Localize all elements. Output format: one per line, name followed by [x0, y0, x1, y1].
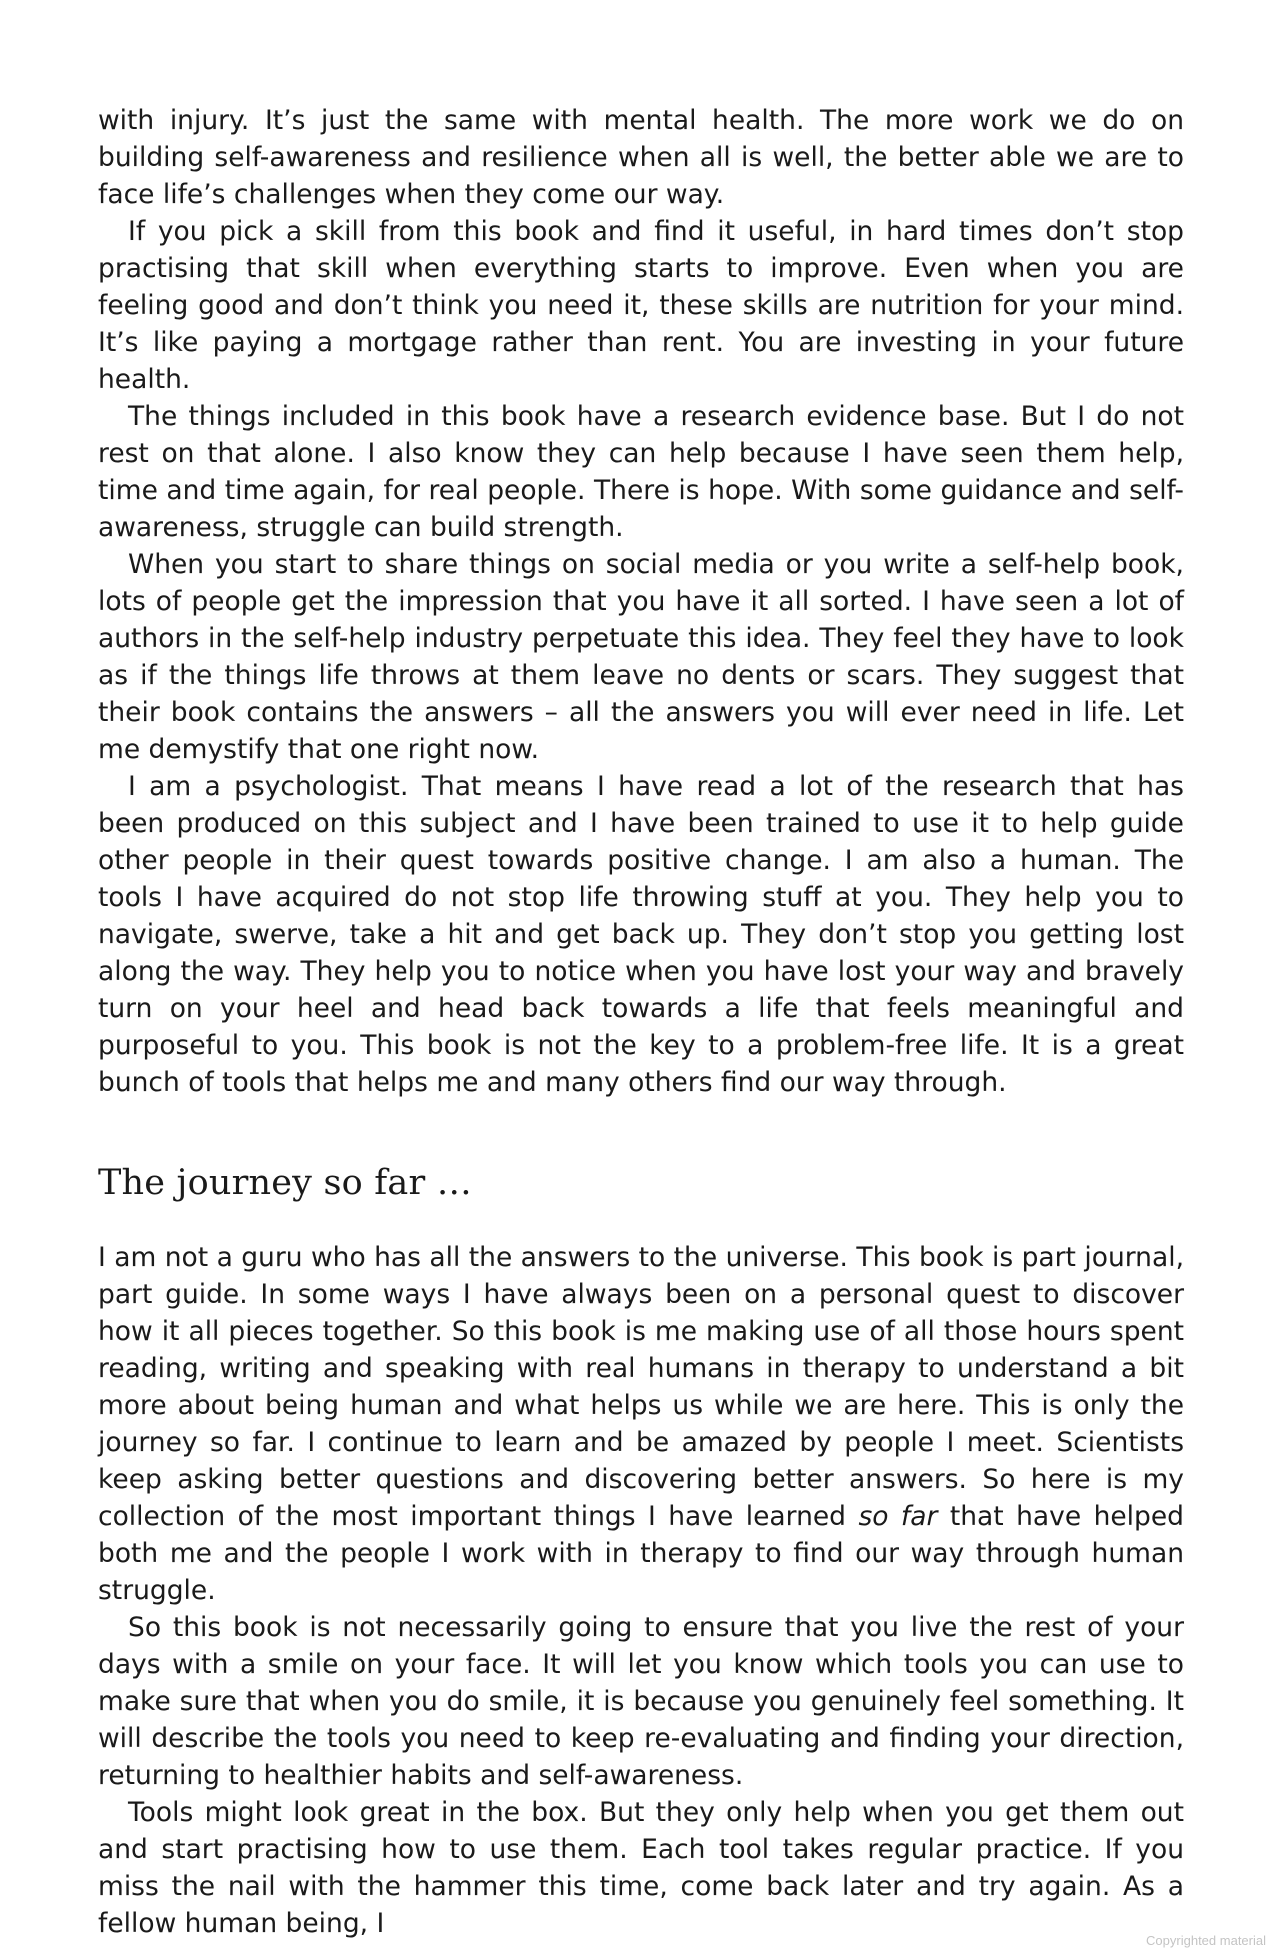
- paragraph-psychologist: I am a psychologist. That means I have read a lot of the research that has been produced on this subject and I have been trained to use it to help guide other people in their quest towards positive change. I am also a human. The tools I have acquired do not stop life throwing stuff at you. They help you to navigate, swerve, take a hit and get back up. They don’t stop you getting lost along the way. They help you to notice when you have lost your way and bravely turn on your heel and head back towards a life that feels meaningful and purposeful to you. This book is not the key to a problem-free life. It is a great bunch of tools that helps me and many others find our way through.: [98, 771, 1184, 1098]
- paragraph-text: I am not a guru who has all the answers to the universe. This book is part journal, part guide. In some ways I have always been on a personal quest to discover how it all pieces together. So this book is me making use of all those hours spent reading, writing and speaking with real humans in therapy to understand a bit more about being human and what helps us while we are here. This is only the journey so far. I continue to learn and be amazed by people I meet. Scientists keep asking better questions and discovering better answers. So here is my collection of the most important things I have learned: [98, 1242, 1184, 1532]
- copyright-watermark: Copyrighted material: [1146, 1933, 1266, 1948]
- paragraph-not-a-guru: [98, 1239, 1184, 1609]
- paragraph-tools-box: Tools might look great in the box. But they only help when you get them out and start practising how to use them. Each tool takes regular practice. If you miss the nail with the hammer this time, come back later and try again. As a fellow human being, I: [98, 1797, 1184, 1939]
- paragraph-social-media: When you start to share things on social media or you write a self-help book, lots of people get the impression that you have it all sorted. I have seen a lot of authors in the self-help industry perpetuate this idea. They feel they have to look as if the things life throws at them leave no dents or scars. They suggest that their book contains the answers – all the answers you will ever need in life. Let me demystify that one right now.: [98, 549, 1184, 765]
- section-heading: The journey so far …: [98, 1163, 472, 1203]
- book-page: [98, 102, 1184, 1942]
- paragraph-evidence-base: The things included in this book have a research evidence base. But I do not rest on that alone. I also know they can help because I have seen them help, time and time again, for real people. There is hope. With some guidance and self-awareness, struggle can build strength.: [98, 401, 1184, 543]
- paragraph-skill-practice: If you pick a skill from this book and find it useful, in hard times don’t stop practising that skill when everything starts to improve. Even when you are feeling good and don’t think you need it, these skills are nutrition for your mind. It’s like paying a mortgage rather than rent. You are investing in your future health.: [98, 216, 1184, 395]
- paragraph-smile: So this book is not necessarily going to ensure that you live the rest of your days with a smile on your face. It will let you know which tools you can use to make sure that when you do smile, it is because you genuinely feel something. It will describe the tools you need to keep re-evaluating and finding your direction, returning to healthier habits and self-awareness.: [98, 1612, 1184, 1791]
- paragraph-text: that have helped both me and the people I work with in therapy to find our way through human struggle.: [98, 1501, 1184, 1606]
- paragraph-injury-continuation: with injury. It’s just the same with mental health. The more work we do on building self-awareness and resilience when all is well, the better able we are to face life’s challenges when they come our way.: [98, 105, 1184, 210]
- emphasis-text: so far: [858, 1501, 938, 1532]
